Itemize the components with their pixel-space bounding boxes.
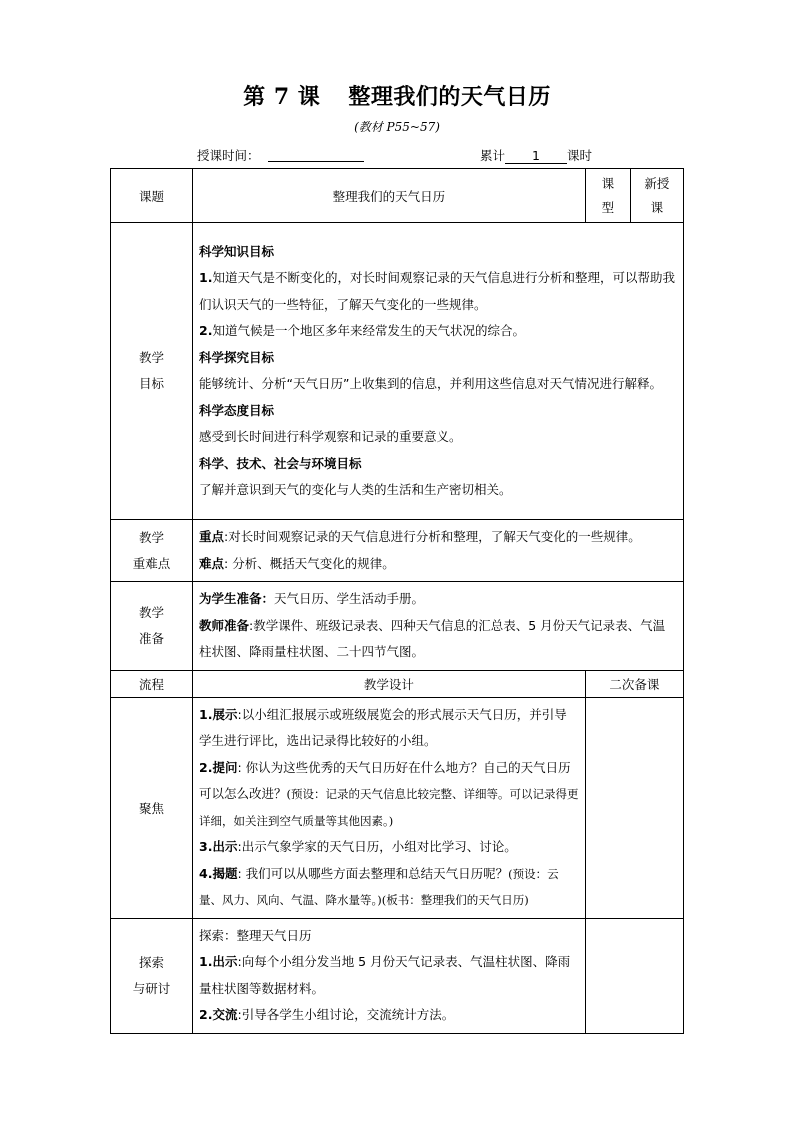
focus-step-2: 2.提问: 你认为这些优秀的天气日历好在什么地方？自己的天气日历可以怎么改进？(预设：记录的天气信息比较完整、详细等。可以记录得更详细，如关注到空气质量等其他因素。) — [199, 759, 579, 828]
lesson-plan-table — [110, 168, 684, 1034]
focus-row — [111, 697, 684, 918]
design-header-row — [111, 670, 684, 697]
design-header: 教学设计 — [193, 670, 586, 697]
meta-line — [0, 146, 794, 164]
lesson-title — [0, 80, 794, 111]
goals-label: 教学 目标 — [111, 223, 193, 520]
teacher-preparation: 教师准备:教学课件、班级记录表、四种天气信息的汇总表、5 月份天气记录表、气温柱状图、降雨量柱状图、二十四节气图。 — [199, 617, 666, 659]
focus-step-1: 1.展示:以小组汇报展示或班级展览会的形式展示天气日历，并引导学生进行评比，选出记录得比较好的小组。 — [199, 706, 567, 748]
difficult-point: 难点: 分析、概括天气变化的规律。 — [199, 555, 395, 571]
goals-row — [111, 223, 684, 520]
explore-heading: 探索：整理天气日历 — [199, 927, 312, 943]
textbook-pages: (教材 P55~57) — [354, 120, 440, 134]
explore-step-1: 1.出示:向每个小组分发当地 5 月份天气记录表、气温柱状图、降雨量柱状图等数据材料。 — [199, 954, 571, 996]
inquiry-goal: 能够统计、分析“天气日历”上收集到的信息，并利用这些信息对天气情况进行解释。 — [199, 376, 662, 391]
focus-label: 聚焦 — [111, 697, 193, 918]
explore-content — [193, 918, 586, 1033]
focus-second-prep — [585, 697, 683, 918]
student-preparation: 为学生准备：天气日历、学生活动手册。 — [199, 591, 425, 606]
key-points-row — [111, 520, 684, 582]
knowledge-goal-2: 2.知道气候是一个地区多年来经常发生的天气状况的综合。 — [199, 323, 525, 338]
class-time-blank — [268, 161, 364, 162]
inquiry-goal-heading: 科学探究目标 — [199, 349, 275, 365]
focus-step-3: 3.出示:出示气象学家的天气日历，小组对比学习、讨论。 — [199, 839, 517, 854]
stse-goal-heading: 科学、技术、社会与环境目标 — [199, 455, 362, 471]
attitude-goal: 感受到长时间进行科学观察和记录的重要意义。 — [199, 429, 462, 444]
explore-label: 探索 与研讨 — [111, 918, 193, 1033]
lesson-name: 整理我们的天气日历 — [348, 84, 551, 110]
focus-step-4: 4.揭题: 我们可以从哪些方面去整理和总结天气日历呢？(预设：云量、风力、风向、气温、降水量等。)(板书：整理我们的天气日历) — [199, 865, 559, 907]
knowledge-goal-heading: 科学知识目标 — [199, 243, 275, 259]
explore-second-prep — [585, 918, 683, 1033]
explore-row — [111, 918, 684, 1033]
second-prep-header: 二次备课 — [585, 670, 683, 697]
lesson-number: 第 7 课 — [243, 84, 321, 110]
topic-row — [111, 169, 684, 223]
preparation-label: 教学 准备 — [111, 582, 193, 671]
stse-goal: 了解并意识到天气的变化与人类的生活和生产密切相关。 — [199, 482, 512, 497]
key-points-label: 教学 重难点 — [111, 520, 193, 582]
focus-content — [193, 697, 586, 918]
attitude-goal-heading: 科学态度目标 — [199, 402, 275, 418]
topic-value: 整理我们的天气日历 — [193, 169, 586, 223]
accumulated-hours: 累计 1 课时 — [480, 148, 593, 163]
lesson-type-value: 新授 课 — [630, 169, 683, 223]
goals-content — [193, 223, 684, 520]
key-point: 重点:对长时间观察记录的天气信息进行分析和整理，了解天气变化的一些规律。 — [199, 529, 641, 544]
lesson-type-label: 课 型 — [585, 169, 630, 223]
preparation-content — [193, 582, 684, 671]
accumulated-hours-value: 1 — [505, 149, 567, 164]
knowledge-goal-1: 1.知道天气是不断变化的，对长时间观察记录的天气信息进行分析和整理，可以帮助我们认识天气的一些特征，了解天气变化的一些规律。 — [199, 270, 675, 312]
key-points-content — [193, 520, 684, 582]
process-header: 流程 — [111, 670, 193, 697]
topic-label: 课题 — [111, 169, 193, 223]
preparation-row — [111, 582, 684, 671]
explore-step-2: 2.交流:引导各学生小组讨论，交流统计方法。 — [199, 1007, 455, 1022]
class-time-label: 授课时间： — [197, 148, 260, 163]
